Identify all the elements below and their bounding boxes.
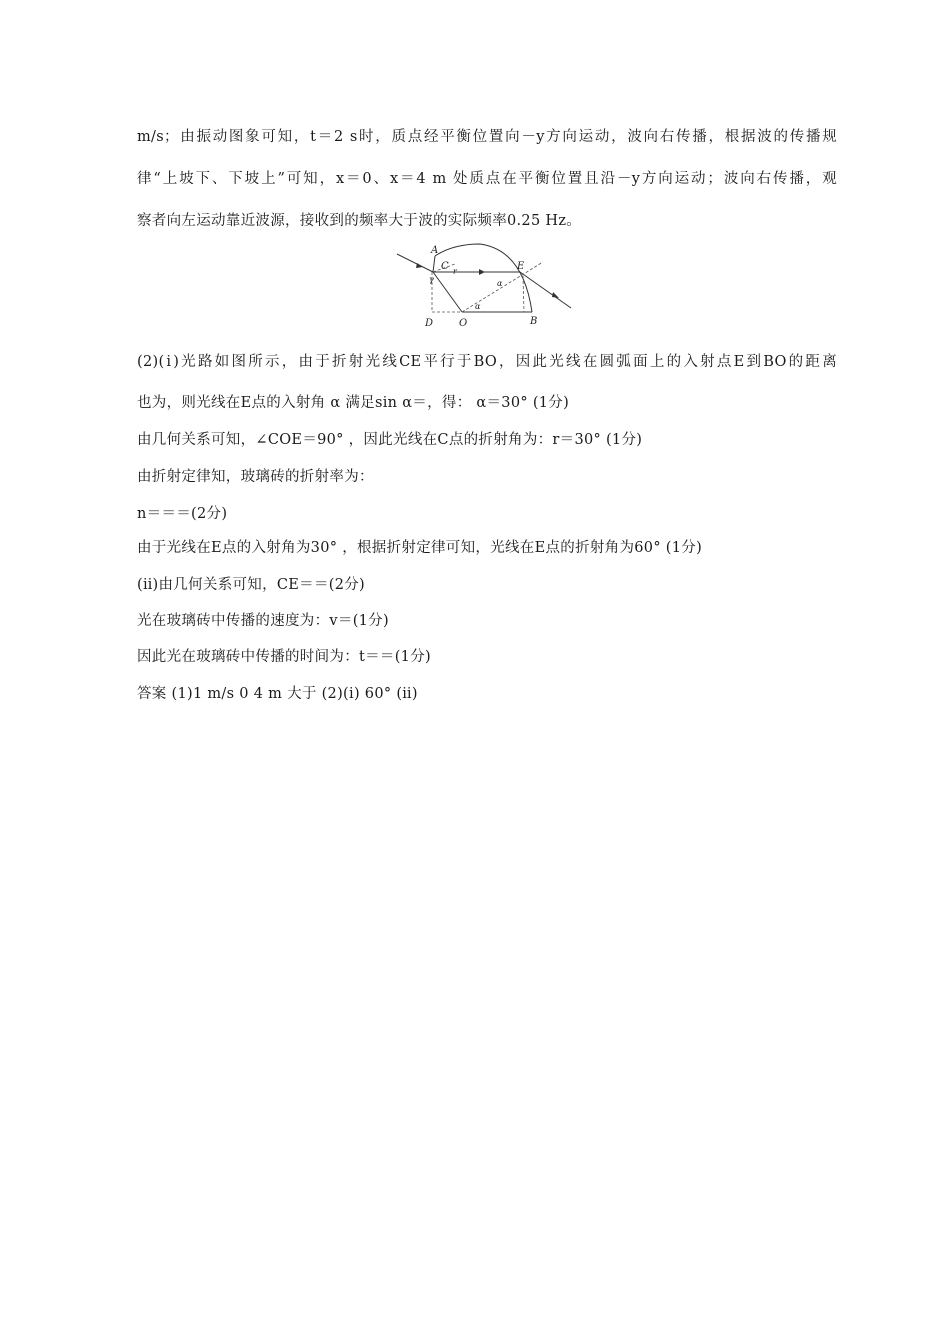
label-a: A	[431, 245, 439, 256]
label-gamma: γ	[429, 275, 434, 284]
label-c: C	[441, 261, 449, 272]
ray-arrow-icon	[479, 269, 485, 275]
label-o: O	[459, 318, 468, 329]
label-d: D	[425, 318, 434, 329]
edge-ac	[433, 256, 435, 272]
solution-line-5: n＝＝＝(2分)	[137, 506, 228, 522]
optics-diagram-svg	[395, 242, 580, 332]
incident-ray	[397, 254, 433, 272]
paragraph-line-3: 察者向左运动靠近波源，接收到的频率大于波的实际频率0.25 Hz。	[137, 213, 582, 229]
answer-line: 答案 (1)1 m/s 0 4 m 大于 (2)(ⅰ) 60° (ⅱ)	[137, 686, 418, 702]
emergent-arrow-icon	[552, 292, 559, 298]
optics-diagram	[395, 242, 580, 332]
paragraph-line-1: m/s；由振动图象可知，t＝2 s时，质点经平衡位置向－y方向运动，波向右传播，根据波的传播规	[137, 129, 837, 145]
solution-line-6: 由于光线在E点的入射角为30° ，根据折射定律可知，光线在E点的折射角为60° (1分)	[137, 540, 703, 556]
solution-line-9: 因此光在玻璃砖中传播的时间为：t＝＝(1分)	[137, 649, 431, 665]
edge-co	[433, 272, 462, 312]
solution-line-4: 由折射定律知，玻璃砖的折射率为：	[137, 469, 374, 485]
label-alpha-e: α	[497, 279, 503, 288]
label-e: E	[517, 261, 525, 272]
solution-line-2: 也为，则光线在E点的入射角 α 满足sin α＝，得： α＝30° (1分)	[137, 395, 570, 411]
label-r: r	[453, 267, 457, 276]
solution-line-3: 由几何关系可知，∠COE＝90° ，因此光线在C点的折射角为：r＝30° (1分)	[137, 432, 643, 448]
label-alpha-o: α	[475, 302, 481, 311]
solution-line-7: (ⅱ)由几何关系可知，CE＝＝(2分)	[137, 577, 366, 593]
label-b: B	[530, 316, 538, 327]
solution-line-8: 光在玻璃砖中传播的速度为：v＝(1分)	[137, 613, 389, 629]
incident-arrow-icon	[416, 263, 423, 268]
paragraph-line-2: 律“上坡下、下坡上”可知，x＝0、x＝4 m 处质点在平衡位置且沿－y方向运动；波向右传播，观	[137, 171, 837, 187]
solution-line-1: (2)(ⅰ)光路如图所示，由于折射光线CE平行于BO，因此光线在圆弧面上的入射点E到BO的距离	[137, 354, 837, 370]
